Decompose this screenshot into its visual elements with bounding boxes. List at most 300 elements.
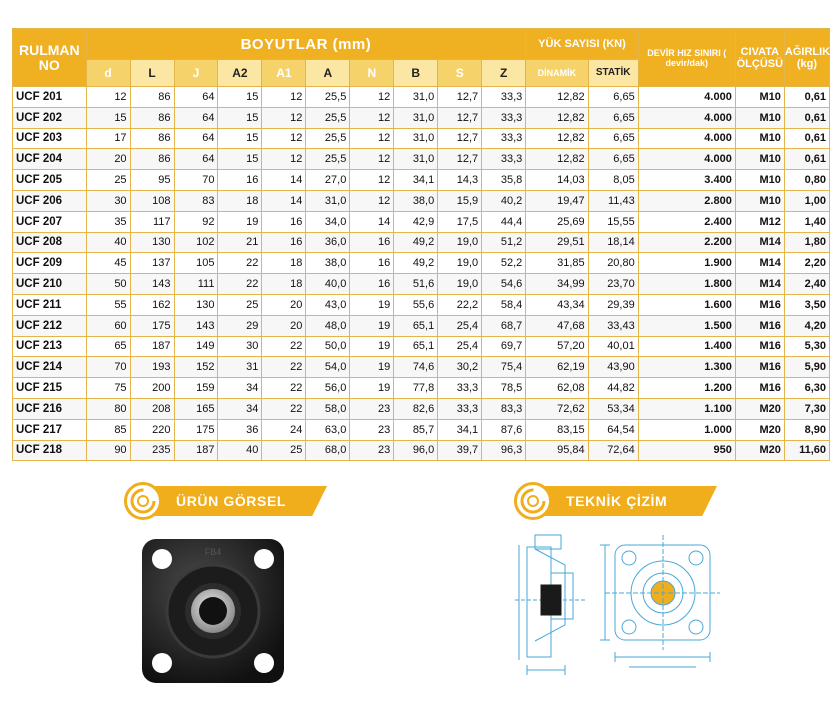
table-cell: 25,4 bbox=[438, 315, 482, 336]
table-cell: 31,0 bbox=[394, 128, 438, 149]
table-cell: 57,20 bbox=[526, 336, 588, 357]
table-row bbox=[13, 211, 830, 232]
bearing-model-cell: UCF 204 bbox=[13, 149, 87, 170]
table-cell: 130 bbox=[174, 294, 218, 315]
table-cell: 36,0 bbox=[306, 232, 350, 253]
table-cell: 31,0 bbox=[394, 149, 438, 170]
table-cell: 19 bbox=[350, 336, 394, 357]
table-cell: 1.200 bbox=[638, 378, 735, 399]
table-cell: 33,3 bbox=[482, 128, 526, 149]
table-cell: 12 bbox=[262, 87, 306, 108]
header-agirlik: AĞIRLIK (kg) bbox=[784, 29, 829, 87]
table-cell: 18 bbox=[262, 253, 306, 274]
table-cell: M20 bbox=[735, 419, 784, 440]
table-cell: 102 bbox=[174, 232, 218, 253]
table-cell: 159 bbox=[174, 378, 218, 399]
table-cell: 6,65 bbox=[588, 128, 638, 149]
table-cell: 23 bbox=[350, 419, 394, 440]
table-cell: 65,1 bbox=[394, 315, 438, 336]
bearing-model-cell: UCF 217 bbox=[13, 419, 87, 440]
table-cell: 34,1 bbox=[438, 419, 482, 440]
table-cell: 6,65 bbox=[588, 149, 638, 170]
table-cell: 52,2 bbox=[482, 253, 526, 274]
table-cell: 51,6 bbox=[394, 274, 438, 295]
table-row bbox=[13, 378, 830, 399]
table-cell: 34,99 bbox=[526, 274, 588, 295]
table-cell: 19 bbox=[350, 357, 394, 378]
table-cell: M16 bbox=[735, 378, 784, 399]
table-cell: 23 bbox=[350, 440, 394, 461]
table-cell: 16 bbox=[218, 170, 262, 191]
table-row bbox=[13, 336, 830, 357]
table-cell: 77,8 bbox=[394, 378, 438, 399]
table-cell: M20 bbox=[735, 440, 784, 461]
table-cell: M20 bbox=[735, 398, 784, 419]
table-row bbox=[13, 190, 830, 211]
table-cell: 74,6 bbox=[394, 357, 438, 378]
table-cell: 31,85 bbox=[526, 253, 588, 274]
table-cell: 43,34 bbox=[526, 294, 588, 315]
table-cell: 40 bbox=[86, 232, 130, 253]
table-cell: 16 bbox=[350, 274, 394, 295]
table-cell: 1.600 bbox=[638, 294, 735, 315]
table-cell: 31,0 bbox=[394, 87, 438, 108]
table-cell: M16 bbox=[735, 357, 784, 378]
table-cell: 11,60 bbox=[784, 440, 829, 461]
table-cell: 19 bbox=[350, 378, 394, 399]
table-row bbox=[13, 315, 830, 336]
header-boyutlar: BOYUTLAR (mm) bbox=[86, 29, 526, 60]
table-cell: 64 bbox=[174, 87, 218, 108]
table-cell: 175 bbox=[174, 419, 218, 440]
table-cell: 108 bbox=[130, 190, 174, 211]
table-cell: 75 bbox=[86, 378, 130, 399]
bearing-model-cell: UCF 216 bbox=[13, 398, 87, 419]
table-cell: 24 bbox=[262, 419, 306, 440]
table-cell: 35 bbox=[86, 211, 130, 232]
table-cell: 68,0 bbox=[306, 440, 350, 461]
table-cell: 68,7 bbox=[482, 315, 526, 336]
table-cell: 39,7 bbox=[438, 440, 482, 461]
table-cell: 19 bbox=[350, 294, 394, 315]
table-cell: 38,0 bbox=[306, 253, 350, 274]
table-cell: 86 bbox=[130, 128, 174, 149]
table-cell: 70 bbox=[174, 170, 218, 191]
table-cell: 0,61 bbox=[784, 87, 829, 108]
table-cell: 64 bbox=[174, 107, 218, 128]
table-cell: 56,0 bbox=[306, 378, 350, 399]
table-cell: 19,0 bbox=[438, 274, 482, 295]
header-dim-z: Z bbox=[482, 60, 526, 87]
table-cell: 25 bbox=[262, 440, 306, 461]
table-cell: 20 bbox=[262, 294, 306, 315]
header-statik: STATİK bbox=[588, 60, 638, 87]
table-cell: 6,65 bbox=[588, 107, 638, 128]
table-cell: 23 bbox=[350, 398, 394, 419]
table-cell: 22 bbox=[218, 274, 262, 295]
table-cell: M14 bbox=[735, 232, 784, 253]
table-cell: M10 bbox=[735, 87, 784, 108]
table-cell: 96,3 bbox=[482, 440, 526, 461]
table-cell: 19,0 bbox=[438, 253, 482, 274]
spec-table-body bbox=[13, 87, 830, 461]
table-cell: 8,05 bbox=[588, 170, 638, 191]
table-cell: 235 bbox=[130, 440, 174, 461]
table-cell: 130 bbox=[130, 232, 174, 253]
table-cell: 95,84 bbox=[526, 440, 588, 461]
table-cell: 18 bbox=[262, 274, 306, 295]
table-cell: 165 bbox=[174, 398, 218, 419]
table-cell: 64 bbox=[174, 149, 218, 170]
table-cell: 15,55 bbox=[588, 211, 638, 232]
bearing-model-cell: UCF 214 bbox=[13, 357, 87, 378]
table-cell: 3,50 bbox=[784, 294, 829, 315]
table-cell: M16 bbox=[735, 315, 784, 336]
table-cell: 1.100 bbox=[638, 398, 735, 419]
table-cell: 19,47 bbox=[526, 190, 588, 211]
table-cell: 29 bbox=[218, 315, 262, 336]
table-cell: 14,03 bbox=[526, 170, 588, 191]
table-cell: 38,0 bbox=[394, 190, 438, 211]
table-cell: 0,80 bbox=[784, 170, 829, 191]
header-rulman-no: RULMAN NO bbox=[13, 29, 87, 87]
table-cell: 96,0 bbox=[394, 440, 438, 461]
table-cell: 12,82 bbox=[526, 107, 588, 128]
table-cell: 29,39 bbox=[588, 294, 638, 315]
table-cell: 18 bbox=[218, 190, 262, 211]
table-cell: 92 bbox=[174, 211, 218, 232]
bearing-model-cell: UCF 218 bbox=[13, 440, 87, 461]
table-cell: 25,5 bbox=[306, 107, 350, 128]
table-cell: 53,34 bbox=[588, 398, 638, 419]
table-cell: 21 bbox=[218, 232, 262, 253]
table-cell: 33,3 bbox=[482, 107, 526, 128]
table-cell: 16 bbox=[350, 232, 394, 253]
table-cell: 86 bbox=[130, 87, 174, 108]
table-cell: 49,2 bbox=[394, 253, 438, 274]
table-cell: 25,5 bbox=[306, 128, 350, 149]
bearing-model-cell: UCF 211 bbox=[13, 294, 87, 315]
table-cell: 25,5 bbox=[306, 149, 350, 170]
table-cell: 12 bbox=[86, 87, 130, 108]
table-cell: 45 bbox=[86, 253, 130, 274]
table-cell: 31,0 bbox=[306, 190, 350, 211]
table-cell: 20 bbox=[262, 315, 306, 336]
table-cell: M10 bbox=[735, 190, 784, 211]
table-cell: 117 bbox=[130, 211, 174, 232]
header-dim-j: J bbox=[174, 60, 218, 87]
table-cell: 40,2 bbox=[482, 190, 526, 211]
table-cell: 95 bbox=[130, 170, 174, 191]
header-dim-n: N bbox=[350, 60, 394, 87]
table-cell: 25,69 bbox=[526, 211, 588, 232]
table-cell: 14 bbox=[350, 211, 394, 232]
table-cell: 25 bbox=[86, 170, 130, 191]
table-cell: 5,30 bbox=[784, 336, 829, 357]
table-cell: M16 bbox=[735, 336, 784, 357]
table-cell: 33,3 bbox=[438, 398, 482, 419]
table-cell: 20 bbox=[86, 149, 130, 170]
table-cell: 86 bbox=[130, 107, 174, 128]
spec-table-wrapper bbox=[12, 28, 830, 461]
table-cell: 83,3 bbox=[482, 398, 526, 419]
header-dim-a: A bbox=[306, 60, 350, 87]
table-cell: 1,80 bbox=[784, 232, 829, 253]
table-row bbox=[13, 398, 830, 419]
bearing-model-cell: UCF 210 bbox=[13, 274, 87, 295]
table-cell: 220 bbox=[130, 419, 174, 440]
table-cell: 16 bbox=[262, 232, 306, 253]
table-cell: 162 bbox=[130, 294, 174, 315]
table-cell: 12 bbox=[262, 149, 306, 170]
bearing-model-cell: UCF 209 bbox=[13, 253, 87, 274]
table-cell: 22 bbox=[262, 398, 306, 419]
table-cell: 17,5 bbox=[438, 211, 482, 232]
table-cell: 51,2 bbox=[482, 232, 526, 253]
table-cell: 25 bbox=[218, 294, 262, 315]
table-cell: 11,43 bbox=[588, 190, 638, 211]
table-cell: 87,6 bbox=[482, 419, 526, 440]
table-cell: 12,7 bbox=[438, 149, 482, 170]
table-cell: 3.400 bbox=[638, 170, 735, 191]
table-cell: 65,1 bbox=[394, 336, 438, 357]
table-cell: 12 bbox=[350, 190, 394, 211]
table-cell: 44,82 bbox=[588, 378, 638, 399]
table-cell: 70 bbox=[86, 357, 130, 378]
bearing-spec-table bbox=[12, 28, 830, 461]
table-cell: 4.000 bbox=[638, 107, 735, 128]
table-cell: 6,30 bbox=[784, 378, 829, 399]
table-cell: 6,65 bbox=[588, 87, 638, 108]
table-cell: 29,51 bbox=[526, 232, 588, 253]
table-cell: 64 bbox=[174, 128, 218, 149]
technical-drawing-title: TEKNİK ÇİZİM bbox=[566, 493, 668, 509]
photo-casting-text: FB4 bbox=[204, 547, 222, 557]
table-cell: 16 bbox=[262, 211, 306, 232]
table-cell: 20,80 bbox=[588, 253, 638, 274]
table-cell: 187 bbox=[174, 440, 218, 461]
table-cell: 187 bbox=[130, 336, 174, 357]
table-cell: 55,6 bbox=[394, 294, 438, 315]
table-cell: 43,90 bbox=[588, 357, 638, 378]
table-cell: 1.800 bbox=[638, 274, 735, 295]
table-cell: 30,2 bbox=[438, 357, 482, 378]
table-cell: 85 bbox=[86, 419, 130, 440]
table-row bbox=[13, 274, 830, 295]
table-cell: 22 bbox=[262, 378, 306, 399]
table-cell: 35,8 bbox=[482, 170, 526, 191]
bearing-model-cell: UCF 208 bbox=[13, 232, 87, 253]
table-cell: 175 bbox=[130, 315, 174, 336]
table-cell: 1.300 bbox=[638, 357, 735, 378]
table-cell: 44,4 bbox=[482, 211, 526, 232]
table-cell: 15 bbox=[218, 107, 262, 128]
table-cell: 50 bbox=[86, 274, 130, 295]
table-cell: 54,6 bbox=[482, 274, 526, 295]
table-cell: 12 bbox=[350, 107, 394, 128]
table-cell: 8,90 bbox=[784, 419, 829, 440]
table-cell: 16 bbox=[350, 253, 394, 274]
table-cell: 152 bbox=[174, 357, 218, 378]
product-photo bbox=[138, 535, 288, 687]
table-cell: 83 bbox=[174, 190, 218, 211]
table-cell: 15 bbox=[86, 107, 130, 128]
bearing-model-cell: UCF 212 bbox=[13, 315, 87, 336]
table-cell: 4.000 bbox=[638, 149, 735, 170]
table-cell: 149 bbox=[174, 336, 218, 357]
table-cell: 14 bbox=[262, 190, 306, 211]
table-cell: 12,7 bbox=[438, 107, 482, 128]
table-row bbox=[13, 170, 830, 191]
table-cell: 34,0 bbox=[306, 211, 350, 232]
table-cell: 2,40 bbox=[784, 274, 829, 295]
bearing-model-cell: UCF 213 bbox=[13, 336, 87, 357]
table-cell: 5,90 bbox=[784, 357, 829, 378]
header-civata-olcusu: CIVATA ÖLÇÜSÜ bbox=[735, 29, 784, 87]
table-cell: 12 bbox=[350, 87, 394, 108]
table-row bbox=[13, 107, 830, 128]
table-cell: 208 bbox=[130, 398, 174, 419]
table-cell: 143 bbox=[174, 315, 218, 336]
table-cell: 143 bbox=[130, 274, 174, 295]
table-cell: 64,54 bbox=[588, 419, 638, 440]
table-cell: 12,7 bbox=[438, 87, 482, 108]
table-cell: M10 bbox=[735, 128, 784, 149]
table-cell: 22 bbox=[262, 336, 306, 357]
table-cell: 75,4 bbox=[482, 357, 526, 378]
table-row bbox=[13, 357, 830, 378]
bearing-logo-icon bbox=[124, 482, 162, 520]
bearing-model-cell: UCF 203 bbox=[13, 128, 87, 149]
header-devir-hiz-siniri: DEVİR HIZ SINIRI ( devir/dak) bbox=[638, 29, 735, 87]
table-cell: M14 bbox=[735, 253, 784, 274]
table-cell: 2.200 bbox=[638, 232, 735, 253]
table-cell: 30 bbox=[218, 336, 262, 357]
table-cell: 14 bbox=[262, 170, 306, 191]
technical-drawing bbox=[505, 525, 730, 680]
table-cell: 1.500 bbox=[638, 315, 735, 336]
table-cell: 55 bbox=[86, 294, 130, 315]
table-cell: 18,14 bbox=[588, 232, 638, 253]
table-cell: 34 bbox=[218, 378, 262, 399]
table-cell: 137 bbox=[130, 253, 174, 274]
table-cell: 15,9 bbox=[438, 190, 482, 211]
bearing-model-cell: UCF 206 bbox=[13, 190, 87, 211]
table-cell: 43,0 bbox=[306, 294, 350, 315]
table-cell: 33,43 bbox=[588, 315, 638, 336]
table-cell: 82,6 bbox=[394, 398, 438, 419]
table-cell: 19,0 bbox=[438, 232, 482, 253]
table-cell: M10 bbox=[735, 107, 784, 128]
table-cell: 1.000 bbox=[638, 419, 735, 440]
table-cell: 58,0 bbox=[306, 398, 350, 419]
table-cell: 12,82 bbox=[526, 128, 588, 149]
table-cell: 0,61 bbox=[784, 107, 829, 128]
table-cell: 19 bbox=[350, 315, 394, 336]
table-cell: 12 bbox=[350, 128, 394, 149]
table-cell: 60 bbox=[86, 315, 130, 336]
table-cell: 33,3 bbox=[482, 87, 526, 108]
table-cell: 1,40 bbox=[784, 211, 829, 232]
table-cell: 90 bbox=[86, 440, 130, 461]
table-cell: 48,0 bbox=[306, 315, 350, 336]
table-cell: 1,00 bbox=[784, 190, 829, 211]
table-cell: 86 bbox=[130, 149, 174, 170]
table-cell: 42,9 bbox=[394, 211, 438, 232]
table-cell: 2.800 bbox=[638, 190, 735, 211]
table-cell: 47,68 bbox=[526, 315, 588, 336]
table-cell: 15 bbox=[218, 128, 262, 149]
table-cell: 58,4 bbox=[482, 294, 526, 315]
table-cell: 105 bbox=[174, 253, 218, 274]
table-cell: 83,15 bbox=[526, 419, 588, 440]
table-cell: 69,7 bbox=[482, 336, 526, 357]
table-cell: 40,01 bbox=[588, 336, 638, 357]
table-row bbox=[13, 149, 830, 170]
product-image-title: ÜRÜN GÖRSEL bbox=[176, 493, 287, 509]
header-dim-a2: A2 bbox=[218, 60, 262, 87]
table-row bbox=[13, 419, 830, 440]
table-row bbox=[13, 232, 830, 253]
bearing-logo-icon bbox=[514, 482, 552, 520]
table-cell: 34,1 bbox=[394, 170, 438, 191]
table-cell: 4,20 bbox=[784, 315, 829, 336]
table-cell: M10 bbox=[735, 170, 784, 191]
table-cell: 23,70 bbox=[588, 274, 638, 295]
table-cell: 49,2 bbox=[394, 232, 438, 253]
table-cell: 63,0 bbox=[306, 419, 350, 440]
table-cell: 17 bbox=[86, 128, 130, 149]
table-cell: 0,61 bbox=[784, 149, 829, 170]
table-cell: 4.000 bbox=[638, 87, 735, 108]
table-cell: 40 bbox=[218, 440, 262, 461]
table-cell: 25,4 bbox=[438, 336, 482, 357]
technical-drawing-banner bbox=[514, 486, 720, 516]
table-cell: 12,7 bbox=[438, 128, 482, 149]
header-dim-d: d bbox=[86, 60, 130, 87]
table-cell: 12,82 bbox=[526, 87, 588, 108]
bearing-model-cell: UCF 215 bbox=[13, 378, 87, 399]
table-cell: 193 bbox=[130, 357, 174, 378]
table-cell: 34 bbox=[218, 398, 262, 419]
table-cell: 200 bbox=[130, 378, 174, 399]
header-dinamik: DİNAMİK bbox=[526, 60, 588, 87]
product-image-banner bbox=[124, 486, 330, 516]
table-cell: 62,08 bbox=[526, 378, 588, 399]
table-cell: 12 bbox=[262, 128, 306, 149]
table-cell: 50,0 bbox=[306, 336, 350, 357]
table-row bbox=[13, 87, 830, 108]
bearing-model-cell: UCF 201 bbox=[13, 87, 87, 108]
table-cell: 15 bbox=[218, 149, 262, 170]
table-cell: 7,30 bbox=[784, 398, 829, 419]
bearing-model-cell: UCF 207 bbox=[13, 211, 87, 232]
table-cell: 72,64 bbox=[588, 440, 638, 461]
table-cell: 30 bbox=[86, 190, 130, 211]
table-cell: M14 bbox=[735, 274, 784, 295]
table-row bbox=[13, 253, 830, 274]
table-cell: 72,62 bbox=[526, 398, 588, 419]
table-cell: 40,0 bbox=[306, 274, 350, 295]
bearing-model-cell: UCF 202 bbox=[13, 107, 87, 128]
table-cell: 22 bbox=[218, 253, 262, 274]
table-cell: 1.900 bbox=[638, 253, 735, 274]
table-cell: 1.400 bbox=[638, 336, 735, 357]
table-cell: 14,3 bbox=[438, 170, 482, 191]
table-cell: M16 bbox=[735, 294, 784, 315]
table-cell: 22 bbox=[262, 357, 306, 378]
header-dim-s: S bbox=[438, 60, 482, 87]
